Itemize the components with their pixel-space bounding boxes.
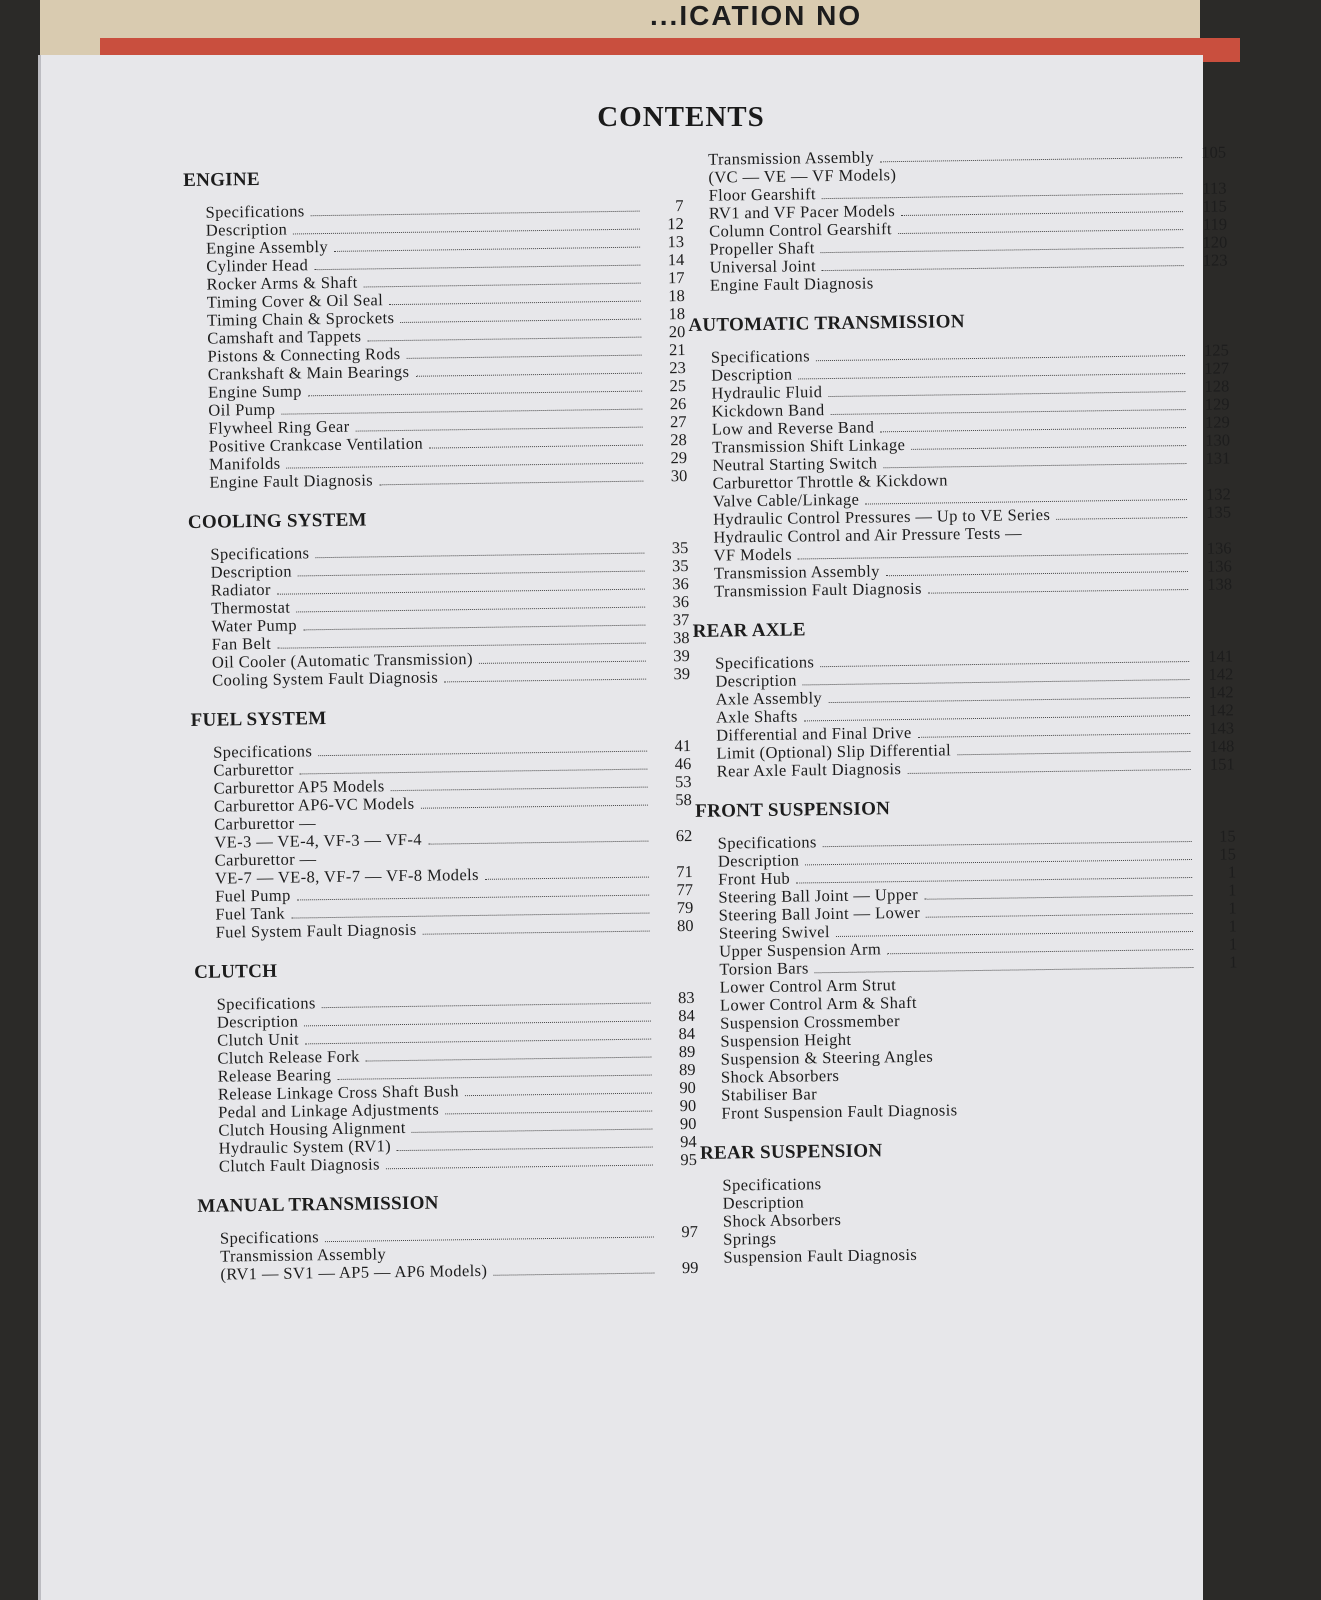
section-heading: REAR AXLE (692, 619, 806, 642)
dot-leader (334, 247, 640, 252)
toc-entry-label: Specifications (715, 652, 815, 673)
toc-entry-page: 115 (1202, 196, 1227, 216)
toc-entry-label: Clutch Housing Alignment (218, 1117, 406, 1140)
toc-entry-label: Clutch Release Fork (217, 1046, 360, 1068)
toc-entry-page: 38 (672, 627, 690, 648)
toc-entry-label: Column Control Gearshift (708, 219, 893, 241)
toc-entry-page: 1 (1227, 862, 1237, 882)
toc-entry-page: 90 (679, 1077, 696, 1098)
toc-entry-page: 148 (1209, 736, 1235, 756)
toc-entry-label: Engine Assembly (205, 236, 329, 258)
dot-leader (918, 733, 1190, 738)
toc-entry-page: 1 (1228, 916, 1238, 936)
dot-leader (337, 1075, 651, 1080)
toc-entry-page: 131 (1205, 448, 1231, 468)
toc-section (693, 613, 1235, 781)
toc-entry-label: Pedal and Linkage Adjustments (218, 1099, 440, 1122)
toc-entry-label: Rocker Arms & Shaft (206, 272, 358, 294)
section-heading: COOLING SYSTEM (187, 509, 367, 533)
toc-entry-page: 141 (1208, 646, 1234, 666)
toc-entry-label: Release Linkage Cross Shaft Bush (217, 1081, 460, 1104)
dot-leader (902, 986, 1193, 990)
dot-leader (415, 373, 641, 377)
section-heading: ENGINE (183, 168, 261, 191)
dot-leader (883, 463, 1186, 468)
dot-leader (412, 1129, 653, 1133)
toc-entry-label: Positive Crankcase Ventilation (208, 433, 424, 456)
toc-entry-label: Transmission Shift Linkage (712, 434, 906, 457)
toc-entry-page: 23 (669, 357, 686, 378)
toc-entry-page (1200, 985, 1238, 986)
toc-entry-page: 1 (1228, 934, 1238, 954)
dot-leader (356, 427, 643, 432)
dot-leader (421, 805, 648, 809)
toc-entry-label: Hydraulic Control Pressures — Up to VE Series (713, 504, 1051, 529)
dot-leader (423, 931, 650, 935)
dot-leader (493, 1273, 654, 1276)
toc-entry-page: 143 (1209, 718, 1235, 738)
toc-entry-page: 136 (1206, 556, 1232, 576)
toc-entry-page: 90 (679, 1095, 697, 1116)
toc-entry-page: 36 (672, 591, 690, 612)
toc-entry-page: 130 (1205, 430, 1231, 450)
toc-entry-page: 105 (1201, 142, 1227, 162)
toc-entry-page: 25 (669, 375, 687, 396)
toc-entry-label: Transmission Assembly (713, 561, 880, 583)
dot-leader (928, 589, 1188, 594)
toc-entry-page (660, 1255, 698, 1256)
toc-entry-page: 83 (677, 987, 695, 1008)
toc-entry-page: 41 (674, 735, 692, 756)
toc-entry-label: (RV1 — SV1 — AP5 — AP6 Models) (220, 1260, 488, 1284)
toc-entry-label: Axle Shafts (715, 706, 798, 727)
dot-leader (886, 571, 1188, 576)
toc-entry-page: 27 (669, 411, 687, 432)
toc-entry-label: Differential and Final Drive (716, 722, 912, 745)
toc-entry-page: 89 (678, 1041, 696, 1062)
toc-entry-page: 132 (1205, 484, 1231, 504)
toc-entry-label: Oil Pump (208, 399, 276, 420)
dot-leader (367, 337, 641, 342)
dot-leader (964, 1112, 1196, 1115)
toc-entry-page: 12 (667, 214, 684, 234)
toc-entry-page: 36 (672, 573, 689, 594)
toc-entry-page: 142 (1208, 682, 1234, 702)
toc-entry-label: (VC — VE — VF Models) (708, 165, 897, 187)
toc-entry-label: Description (717, 850, 800, 871)
toc-entry-label: Description (710, 364, 793, 385)
toc-entry-page: 128 (1204, 376, 1230, 396)
toc-entry-page: 21 (668, 340, 686, 360)
dot-leader (397, 1147, 653, 1152)
dot-leader (400, 319, 641, 323)
dot-leader (923, 1004, 1194, 1008)
dot-leader (939, 1058, 1195, 1062)
toc-entry-label: Propeller Shaft (709, 238, 815, 259)
toc-entry-page: 138 (1207, 574, 1233, 594)
toc-entry-page: 95 (680, 1149, 697, 1170)
toc-entry-page: 53 (674, 771, 692, 792)
toc-entry-page: 151 (1209, 754, 1235, 774)
toc-entry-label: Transmission Assembly (220, 1244, 387, 1266)
toc-entry-label: Thermostat (210, 597, 291, 618)
toc-entry-page (1203, 1237, 1241, 1238)
toc-entry-label: Upper Suspension Arm (719, 939, 882, 961)
left-column (183, 163, 699, 1304)
section-heading: AUTOMATIC TRANSMISSION (688, 311, 965, 336)
toc-entry-page: 15 (1218, 826, 1236, 846)
toc-entry-label: Fuel System Fault Diagnosis (215, 919, 417, 942)
toc-entry-page: 90 (679, 1113, 697, 1134)
section-heading: CLUTCH (194, 960, 278, 983)
toc-entry-page: 84 (678, 1005, 695, 1026)
toc-entry-label: Front Hub (718, 868, 791, 889)
toc-entry-page: 120 (1202, 232, 1228, 252)
dot-leader (954, 482, 1187, 485)
toc-entry-page: 71 (676, 861, 693, 882)
toc-entry-label: Neutral Starting Switch (712, 453, 878, 475)
toc-entry-label: Engine Fault Diagnosis (709, 273, 874, 295)
toc-entry-label: Timing Chain & Sprockets (206, 308, 395, 330)
toc-section (194, 955, 697, 1176)
dot-leader (429, 445, 643, 449)
toc-entry-label: Radiator (210, 579, 272, 600)
toc-entry-page (655, 859, 693, 860)
toc-entry-label: Specifications (212, 741, 313, 762)
dot-leader (907, 769, 1190, 774)
dot-leader (923, 1256, 1197, 1260)
dot-leader (364, 283, 641, 288)
toc-entry-page: 18 (668, 286, 685, 306)
toc-entry-label: Clutch Fault Diagnosis (218, 1154, 380, 1176)
toc-entry-label: Release Bearing (217, 1065, 332, 1086)
dot-leader (479, 661, 646, 664)
toc-entry-label: Hydraulic Control and Air Pressure Tests — (713, 523, 1023, 547)
toc-entry-label: Crankshaft & Main Bearings (207, 361, 410, 384)
toc-entry-page: 113 (1202, 178, 1227, 198)
toc-entry-page: 35 (671, 555, 689, 576)
toc-entry-label: VF Models (713, 544, 793, 565)
toc-entry-page: 29 (670, 447, 688, 468)
toc-entry-page: 1 (1228, 898, 1237, 918)
toc-entry-label: Specifications (717, 832, 817, 853)
dot-leader (379, 481, 643, 486)
toc-entry-page (1203, 1255, 1241, 1256)
dot-leader (901, 211, 1183, 216)
toc-section (686, 143, 1228, 295)
toc-section (188, 505, 690, 690)
toc-entry-label: Camshaft and Tappets (207, 326, 362, 348)
dot-leader (902, 176, 1182, 180)
toc-entry-page: 135 (1206, 502, 1232, 522)
toc-entry-label: Description (216, 1011, 299, 1032)
toc-entry-label: Front Suspension Fault Diagnosis (721, 1100, 958, 1123)
toc-entry-page: 80 (676, 915, 694, 936)
dot-leader (407, 355, 642, 359)
toc-entry-page: 39 (673, 663, 691, 684)
toc-entry-label: RV1 and VF Pacer Models (708, 201, 896, 223)
toc-section (688, 307, 1232, 601)
dot-leader (445, 1111, 652, 1115)
toc-section (197, 1189, 698, 1284)
toc-entry-label: Hydraulic System (RV1) (218, 1136, 392, 1158)
dot-leader (386, 1165, 653, 1170)
dot-leader (391, 787, 648, 792)
toc-entry-page: 37 (672, 609, 690, 630)
toc-entry-page: 7 (675, 196, 684, 216)
toc-entry-label: Fan Belt (211, 633, 272, 654)
dot-leader (485, 877, 649, 880)
toc-entry-label: Engine Sump (207, 381, 303, 402)
toc-entry-label: Specifications (205, 201, 305, 222)
toc-entry-label: Cooling System Fault Diagnosis (211, 667, 439, 690)
toc-section (183, 163, 687, 492)
toc-entry-page: 28 (670, 429, 687, 450)
toc-entry-page (1188, 175, 1226, 176)
toc-entry-label: Hydraulic Fluid (711, 382, 823, 403)
toc-entry-label: Suspension Crossmember (720, 1011, 901, 1033)
toc-entry-page (1193, 481, 1231, 482)
toc-entry-page: 79 (676, 897, 694, 918)
toc-entry-label: Clutch Unit (217, 1029, 300, 1050)
toc-entry-page (1203, 1219, 1241, 1220)
toc-entry-label: Description (715, 670, 797, 691)
toc-entry-label: Lower Control Arm & Shaft (719, 992, 918, 1015)
toc-entry-page: 15 (1219, 844, 1237, 864)
toc-entry-label: VE-7 — VE-8, VF-7 — VF-8 Models (214, 864, 480, 888)
right-column (686, 143, 1242, 1286)
toc-entry-page: 119 (1202, 214, 1228, 234)
dot-leader (1056, 517, 1187, 520)
toc-entry-label: Timing Cover & Oil Seal (206, 290, 384, 312)
section-heading: REAR SUSPENSION (699, 1140, 883, 1164)
toc-entry-label: Floor Gearshift (708, 184, 817, 205)
toc-entry-page: 17 (667, 268, 685, 288)
toc-section (695, 793, 1239, 1123)
dot-leader (924, 895, 1192, 900)
dot-leader (366, 1057, 652, 1062)
toc-entry-label: Pistons & Connecting Rods (207, 343, 401, 366)
toc-entry-page: 18 (668, 304, 686, 324)
dot-leader (444, 679, 646, 683)
contents-page (38, 55, 1238, 1600)
dot-leader (428, 841, 648, 845)
toc-entry-label: Kickdown Band (711, 400, 825, 421)
toc-entry-label: Steering Ball Joint — Upper (718, 884, 919, 907)
toc-entry-label: Axle Assembly (715, 688, 823, 709)
toc-entry-label: Fuel Pump (215, 885, 291, 906)
toc-entry-label: Carburettor (213, 759, 294, 780)
toc-entry-label: Suspension Fault Diagnosis (723, 1244, 918, 1267)
toc-entry-label: Specifications (722, 1174, 822, 1195)
toc-entry-page: 26 (669, 393, 687, 414)
toc-entry-label: VE-3 — VE-4, VF-3 — VF-4 (214, 829, 423, 852)
toc-entry-page (654, 823, 692, 824)
toc-entry-page: 129 (1204, 412, 1230, 432)
toc-entry-page: 125 (1203, 340, 1229, 360)
toc-entry-label: Carburettor — (214, 813, 317, 834)
toc-entry-label: Water Pump (211, 615, 298, 636)
toc-entry-label: Suspension Height (720, 1029, 852, 1051)
toc-entry-label: Fuel Tank (215, 903, 286, 924)
toc-section (700, 1135, 1242, 1267)
toc-entry-page: 1 (1227, 880, 1237, 900)
section-heading: FUEL SYSTEM (190, 708, 327, 731)
toc-entry-page: 20 (668, 322, 686, 342)
toc-entry-label: Specifications (216, 993, 316, 1014)
toc-entry-page: 129 (1204, 394, 1230, 414)
toc-entry-label: Manifolds (208, 453, 281, 474)
toc-entry-page (1200, 1003, 1238, 1004)
toc-entry-label: Specifications (710, 346, 811, 367)
toc-entry-page: 30 (670, 465, 688, 486)
page-title: CONTENTS (597, 101, 765, 133)
toc-entry-page: 58 (675, 789, 692, 810)
dot-leader (880, 157, 1182, 162)
toc-entry-label: Transmission Fault Diagnosis (714, 578, 922, 601)
dot-leader (926, 913, 1193, 918)
toc-entry-page (1201, 1075, 1239, 1076)
toc-entry-page: 94 (679, 1131, 697, 1152)
toc-entry-page: 136 (1206, 538, 1232, 558)
toc-entry-label: Carburettor — (214, 849, 317, 870)
toc-entry-page: 14 (667, 250, 685, 270)
toc-entry-page: 77 (676, 879, 694, 900)
toc-entry-label: Rear Axle Fault Diagnosis (716, 759, 902, 781)
toc-entry-page: 127 (1204, 358, 1230, 378)
toc-entry-label: Stabiliser Bar (721, 1084, 818, 1105)
toc-entry-label: Oil Cooler (Automatic Transmission) (211, 649, 474, 672)
dot-leader (880, 427, 1186, 432)
dot-leader (911, 445, 1186, 450)
background-paper (40, 0, 1200, 62)
background-paper-text: ...ICATION NO (650, 0, 863, 31)
toc-entry-label: Low and Reverse Band (711, 417, 875, 439)
toc-entry-page: 99 (681, 1257, 699, 1278)
toc-entry-label: Carburettor AP5 Models (213, 776, 385, 798)
toc-entry-page (1190, 283, 1228, 284)
toc-entry-page (1193, 535, 1231, 536)
toc-entry-page: 39 (673, 645, 690, 666)
toc-entry-label: Flywheel Ring Gear (208, 416, 350, 438)
toc-entry-page: 35 (671, 537, 689, 558)
toc-entry-page: 62 (675, 825, 693, 846)
toc-entry-label: Shock Absorbers (722, 1209, 842, 1231)
toc-entry-label: Universal Joint (709, 256, 817, 277)
toc-entry-page: 123 (1202, 250, 1228, 270)
toc-entry-label: Description (205, 219, 288, 240)
toc-entry-label: Carburettor AP6-VC Models (213, 793, 415, 816)
toc-entry-page: 1 (1228, 952, 1238, 972)
toc-entry-page: 13 (667, 232, 685, 252)
dot-leader (1028, 536, 1187, 538)
toc-entry-page: 84 (678, 1023, 696, 1044)
toc-entry-label: Shock Absorbers (720, 1065, 840, 1087)
toc-entry-label: Carburettor Throttle & Kickdown (712, 470, 949, 493)
toc-entry-page: 46 (674, 753, 692, 774)
toc-entry-label: Valve Cable/Linkage (712, 489, 860, 511)
dot-leader (389, 301, 641, 306)
dot-leader (887, 949, 1193, 954)
toc-entry-page (1201, 1111, 1239, 1112)
toc-entry-label: Limit (Optional) Slip Differential (716, 740, 952, 763)
toc-entry-label: Suspension & Steering Angles (720, 1046, 934, 1069)
toc-entry-page (1200, 1021, 1238, 1022)
toc-entry-label: Specifications (219, 1227, 320, 1248)
toc-entry-label: Transmission Assembly (707, 147, 875, 169)
section-heading: MANUAL TRANSMISSION (197, 1192, 439, 1217)
toc-entry-page: 89 (678, 1059, 696, 1080)
toc-entry-label: Description (210, 561, 293, 582)
toc-entry-label: Engine Fault Diagnosis (209, 470, 374, 492)
toc-entry-label: Cylinder Head (206, 255, 309, 276)
toc-entry-label: Description (722, 1192, 805, 1213)
toc-entry-page (1201, 1057, 1239, 1058)
section-heading: FRONT SUSPENSION (695, 798, 891, 822)
toc-section (191, 703, 694, 942)
toc-entry-label: Steering Swivel (718, 922, 830, 943)
dot-leader (898, 229, 1183, 234)
toc-entry-page (1201, 1093, 1239, 1094)
toc-entry-label: Springs (723, 1228, 777, 1249)
toc-entry-label: Torsion Bars (719, 958, 809, 979)
dot-leader (392, 1256, 654, 1260)
dot-leader (880, 284, 1184, 288)
toc-entry-label: Specifications (210, 543, 310, 564)
toc-entry-page (1200, 1039, 1238, 1040)
dot-leader (465, 1093, 652, 1097)
toc-entry-page: 142 (1208, 664, 1234, 684)
toc-entry-label: Lower Control Arm Strut (719, 975, 897, 997)
toc-entry-page: 97 (681, 1221, 699, 1242)
toc-entry-page (1203, 1201, 1241, 1202)
toc-entry-label: Steering Ball Joint — Lower (718, 902, 921, 925)
toc-entry-page (1202, 1183, 1240, 1184)
dot-leader (957, 751, 1190, 755)
dot-leader (906, 1022, 1194, 1026)
toc-entry-page: 142 (1208, 700, 1234, 720)
